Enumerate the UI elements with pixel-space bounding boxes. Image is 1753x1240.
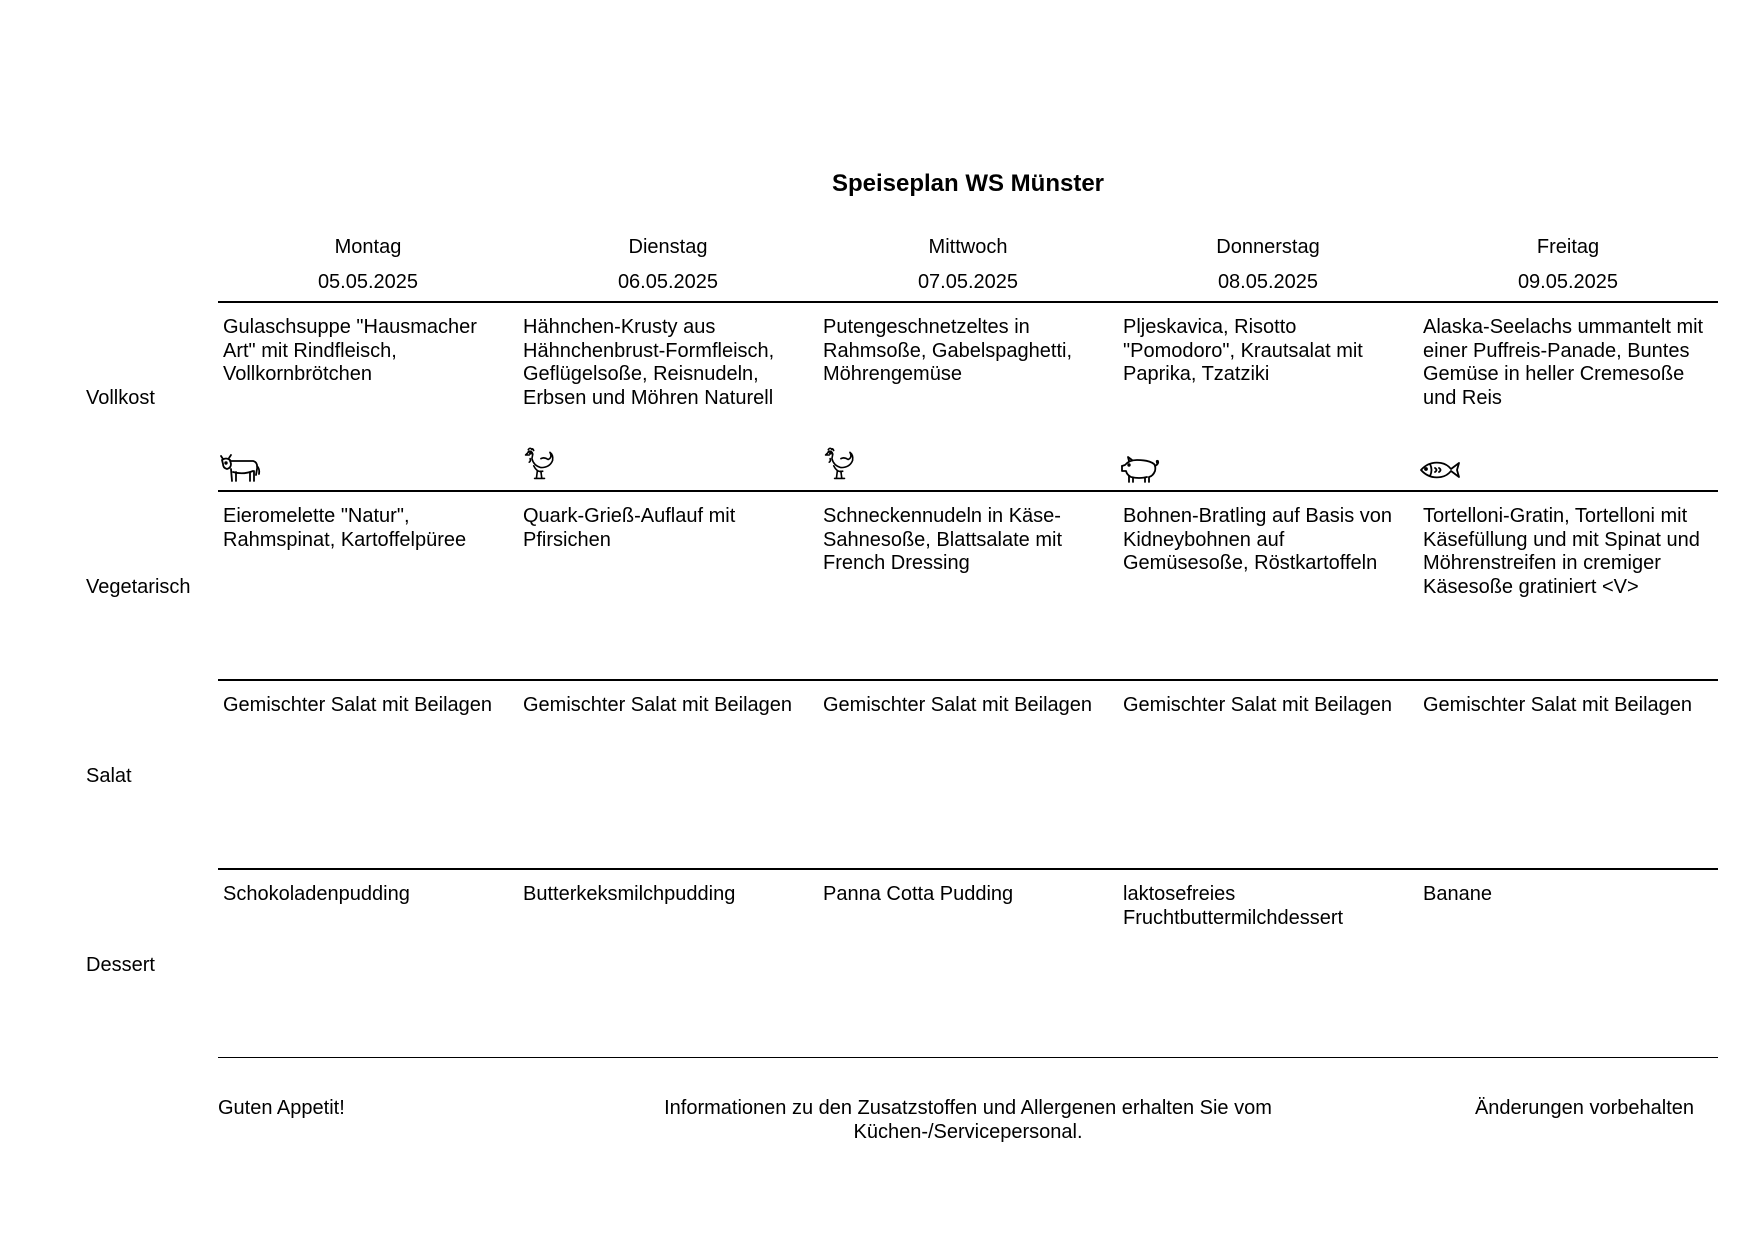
footer-allergen-info	[618, 1097, 1318, 1144]
footer-greeting: Guten Appetit!	[218, 1097, 345, 1119]
row-label-vegetarisch: Vegetarisch	[86, 576, 191, 598]
dessert-mittwoch: Panna Cotta Pudding	[823, 883, 1014, 905]
dessert-donnerstag: laktosefreies Fruchtbuttermilchdessert	[1123, 883, 1344, 929]
salat-mittwoch: Gemischter Salat mit Beilagen	[823, 694, 1093, 716]
salat-dienstag: Gemischter Salat mit Beilagen	[523, 694, 793, 716]
fish-icon	[1419, 452, 1461, 488]
table-rule	[218, 301, 1718, 303]
vollkost-donnerstag: Pljeskavica, Risotto "Pomodoro", Krautsalat mit Paprika, Tzatziki	[1123, 316, 1363, 385]
day-header-donnerstag	[1118, 230, 1418, 300]
vollkost-montag: Gulaschsuppe "Hausmacher Art" mit Rindfleisch, Vollkornbrötchen	[223, 316, 477, 385]
vollkost-mittwoch: Putengeschnetzeltes in Rahmsoße, Gabelspaghetti, Möhrengemüse	[823, 316, 1073, 385]
dessert-montag: Schokoladenpudding	[223, 883, 410, 905]
dessert-dienstag: Butterkeksmilchpudding	[523, 883, 736, 905]
row-label-salat: Salat	[86, 765, 132, 787]
footer-allergen-line: Informationen zu den Zusatzstoffen und Allergenen erhalten Sie vom	[664, 1097, 1272, 1119]
day-header-dienstag	[518, 230, 818, 300]
footer-allergen-line: Küchen-/Servicepersonal.	[853, 1120, 1083, 1143]
footer-disclaimer: Änderungen vorbehalten	[1474, 1097, 1694, 1119]
salat-donnerstag: Gemischter Salat mit Beilagen	[1123, 694, 1393, 716]
vegetarisch-montag: Eieromelette "Natur", Rahmspinat, Kartoffelpüree	[223, 505, 467, 551]
row-label-vollkost: Vollkost	[86, 387, 155, 409]
day-date: 06.05.2025	[617, 271, 719, 293]
day-name: Dienstag	[628, 236, 708, 258]
dessert-freitag: Banane	[1423, 883, 1492, 905]
table-rule	[218, 679, 1718, 681]
pig-icon	[1119, 452, 1161, 488]
day-header-mittwoch	[818, 230, 1118, 300]
table-rule	[218, 490, 1718, 492]
row-label-dessert: Dessert	[86, 954, 155, 976]
day-name: Freitag	[1536, 236, 1600, 258]
vollkost-dienstag: Hähnchen-Krusty aus Hähnchenbrust-Formfleisch, Geflügelsoße, Reisnudeln, Erbsen und Möhren Naturell	[523, 316, 775, 409]
table-rule	[218, 1057, 1718, 1058]
day-date: 08.05.2025	[1217, 271, 1319, 293]
day-date: 07.05.2025	[917, 271, 1019, 293]
day-header-freitag	[1418, 230, 1718, 300]
vegetarisch-donnerstag: Bohnen-Bratling auf Basis von Kidneybohnen auf Gemüsesoße, Röstkartoffeln	[1123, 505, 1393, 574]
vegetarisch-mittwoch: Schneckennudeln in Käse-Sahnesoße, Blattsalate mit French Dressing	[823, 505, 1063, 574]
chicken-icon	[519, 446, 561, 482]
vegetarisch-dienstag: Quark-Grieß-Auflauf mit Pfirsichen	[523, 505, 736, 551]
vegetarisch-freitag: Tortelloni-Gratin, Tortelloni mit Käsefüllung und mit Spinat und Möhrenstreifen in cremiger Käsesoße gratiniert <V>	[1423, 505, 1700, 598]
day-date: 09.05.2025	[1517, 271, 1619, 293]
day-name: Donnerstag	[1216, 236, 1320, 258]
day-date: 05.05.2025	[317, 271, 419, 293]
day-name: Montag	[334, 236, 402, 258]
vollkost-freitag: Alaska-Seelachs ummantelt mit einer Puffreis-Panade, Buntes Gemüse in heller Cremesoße und Reis	[1423, 316, 1704, 409]
cow-icon	[219, 450, 261, 486]
chicken-icon	[819, 446, 861, 482]
table-rule	[218, 868, 1718, 870]
day-name: Mittwoch	[928, 236, 1008, 258]
salat-freitag: Gemischter Salat mit Beilagen	[1423, 694, 1693, 716]
salat-montag: Gemischter Salat mit Beilagen	[223, 694, 493, 716]
day-header-montag	[218, 230, 518, 300]
page-title: Speiseplan WS Münster	[831, 170, 1105, 197]
